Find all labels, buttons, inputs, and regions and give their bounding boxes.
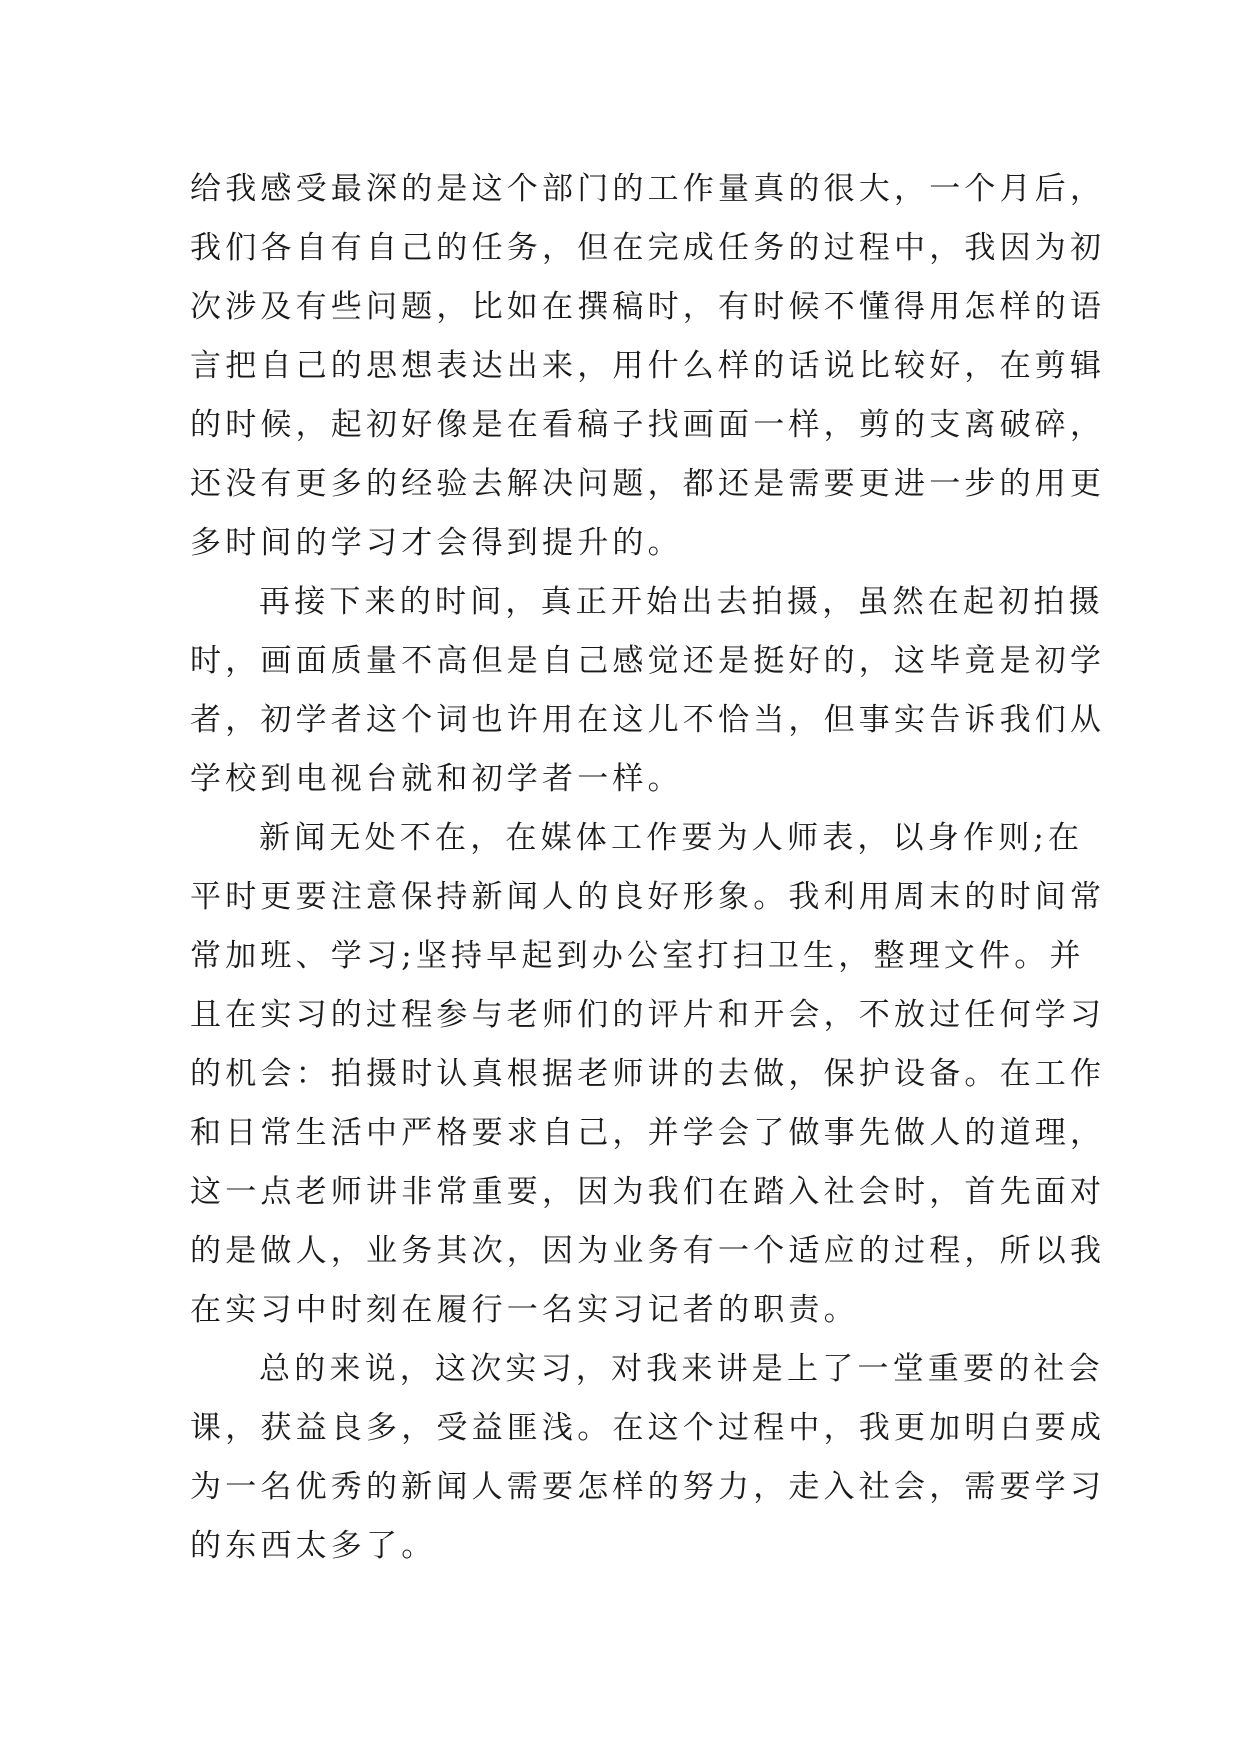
text-line: 的是做人，业务其次，因为业务有一个适应的过程，所以我 xyxy=(190,1233,1106,1269)
text-line: 常加班、学习;坚持早起到办公室打扫卫生，整理文件。并 xyxy=(190,938,1085,974)
text-line: 课，获益良多，受益匪浅。在这个过程中，我更加明白要成 xyxy=(190,1410,1106,1446)
text-line: 的机会：拍摄时认真根据老师讲的去做，保护设备。在工作 xyxy=(190,1056,1106,1092)
text-line: 的时候，起初好像是在看稿子找画面一样，剪的支离破碎， xyxy=(190,407,1106,443)
text-line: 者，初学者这个词也许用在这儿不恰当，但事实告诉我们从 xyxy=(190,702,1106,738)
text-line: 和日常生活中严格要求自己，并学会了做事先做人的道理， xyxy=(190,1115,1106,1151)
text-line: 次涉及有些问题，比如在撰稿时，有时候不懂得用怎样的语 xyxy=(190,289,1106,325)
text-line: 这一点老师讲非常重要，因为我们在踏入社会时，首先面对 xyxy=(190,1174,1106,1210)
text-line: 在实习中时刻在履行一名实习记者的职责。 xyxy=(190,1292,859,1328)
paragraph xyxy=(190,160,1106,573)
document-body xyxy=(190,160,1106,1576)
paragraph xyxy=(190,1340,1106,1576)
text-line: 给我感受最深的是这个部门的工作量真的很大，一个月后， xyxy=(190,171,1106,207)
paragraph xyxy=(190,809,1106,1340)
text-line: 平时更要注意保持新闻人的良好形象。我利用周末的时间常 xyxy=(190,879,1106,915)
text-line: 学校到电视台就和初学者一样。 xyxy=(190,761,683,797)
text-line: 且在实习的过程参与老师们的评片和开会，不放过任何学习 xyxy=(190,997,1106,1033)
text-line: 的东西太多了。 xyxy=(190,1528,437,1564)
text-line: 新闻无处不在，在媒体工作要为人师表，以身作则;在 xyxy=(259,820,1084,856)
text-line: 时，画面质量不高但是自己感觉还是挺好的，这毕竟是初学 xyxy=(190,643,1106,679)
text-line: 为一名优秀的新闻人需要怎样的努力，走入社会，需要学习 xyxy=(190,1469,1106,1505)
text-line: 多时间的学习才会得到提升的。 xyxy=(190,525,683,561)
text-line: 还没有更多的经验去解决问题，都还是需要更进一步的用更 xyxy=(190,466,1106,502)
text-line: 总的来说，这次实习，对我来讲是上了一堂重要的社会 xyxy=(259,1351,1104,1387)
paragraph xyxy=(190,573,1106,809)
text-line: 再接下来的时间，真正开始出去拍摄，虽然在起初拍摄 xyxy=(259,584,1104,620)
text-line: 我们各自有自己的任务，但在完成任务的过程中，我因为初 xyxy=(190,230,1106,266)
text-line: 言把自己的思想表达出来，用什么样的话说比较好，在剪辑 xyxy=(190,348,1106,384)
